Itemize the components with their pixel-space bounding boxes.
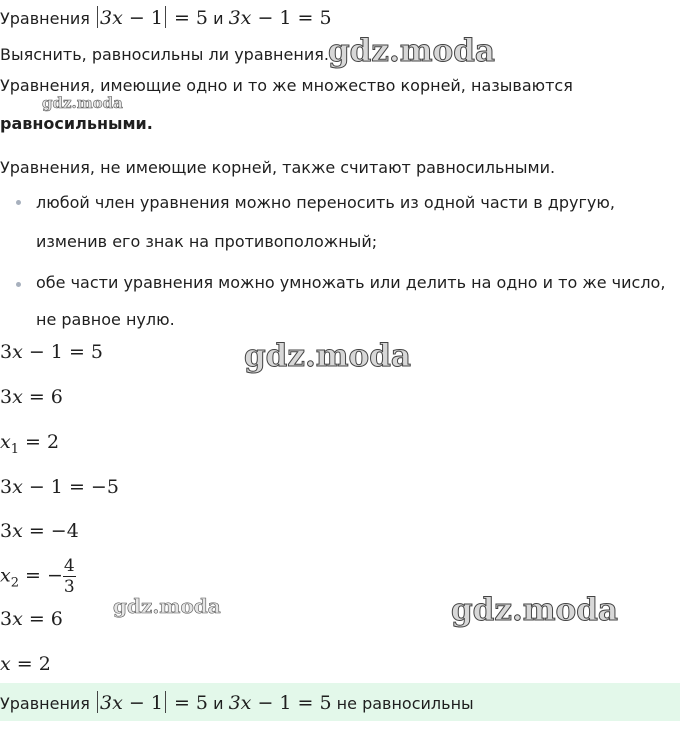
abs-bar-left <box>97 6 98 28</box>
bullet-2-line1: обе части уравнения можно умножать или делить на одно и то же число, <box>36 273 666 292</box>
heading-conj: и <box>208 9 229 28</box>
step-3: $x_1 = 2$ <box>0 431 60 457</box>
bullet-item-2 <box>36 263 676 338</box>
conclusion-suffix: не равносильны <box>331 694 474 713</box>
conclusion-box <box>0 683 680 721</box>
bullet-1-line2: изменив его знак на противоположный; <box>36 232 378 251</box>
watermark-logo: gdz.moda <box>451 592 618 628</box>
fraction <box>63 556 76 597</box>
watermark-logo: gdz.moda <box>328 33 495 69</box>
fraction-denominator: 3 <box>63 577 75 597</box>
bullet-dot-2 <box>16 282 21 287</box>
step-2: 3x = 6 <box>0 386 63 408</box>
watermark-logo: gdz.moda <box>42 94 123 112</box>
watermark-logo: gdz.moda <box>244 338 411 374</box>
conclusion-conj: и <box>208 694 229 713</box>
conclusion-text: Уравнения 3x − 1 = 5 и 3x − 1 = 5 не равносильны <box>0 692 474 714</box>
fraction-numerator: 4 <box>63 556 75 576</box>
step-7: 3x = 6 <box>0 608 63 630</box>
step-6: $x_2$ = − $\frac{4}{3}$ <box>0 556 75 597</box>
step-4: 3x − 1 = −5 <box>0 476 119 498</box>
step-1: 3x − 1 = 5 <box>0 341 103 363</box>
step-5: 3x = −4 <box>0 520 79 542</box>
definition-line1: Уравнения, имеющие одно и то же множество корней, называются <box>0 76 573 95</box>
step-8: x = 2 <box>0 653 51 675</box>
abs-bar-right-2 <box>165 691 166 713</box>
heading-eq2: 3x − 1 = 5 <box>228 7 332 29</box>
conclusion-prefix: Уравнения <box>0 694 96 713</box>
task-text: Выяснить, равносильны ли уравнения. <box>0 45 329 64</box>
bullet-dot-1 <box>16 200 21 205</box>
heading-prefix: Уравнения <box>0 9 96 28</box>
conclusion-eq2: 3x − 1 = 5 <box>228 692 332 714</box>
abs-bar-left-2 <box>97 691 98 713</box>
note-text: Уравнения, не имеющие корней, также считают равносильными. <box>0 158 556 177</box>
bullet-2-line2: не равное нулю. <box>36 310 175 329</box>
watermark-logo: gdz.moda <box>113 594 221 618</box>
bullet-1-line1: любой член уравнения можно переносить из одной части в другую, <box>36 193 615 212</box>
heading: Уравнения 3x − 1 = 5 и 3x − 1 = 5 <box>0 7 332 29</box>
definition-line2: равносильными. <box>0 114 153 133</box>
bullet-item-1 <box>36 183 676 261</box>
abs-bar-right <box>165 6 166 28</box>
